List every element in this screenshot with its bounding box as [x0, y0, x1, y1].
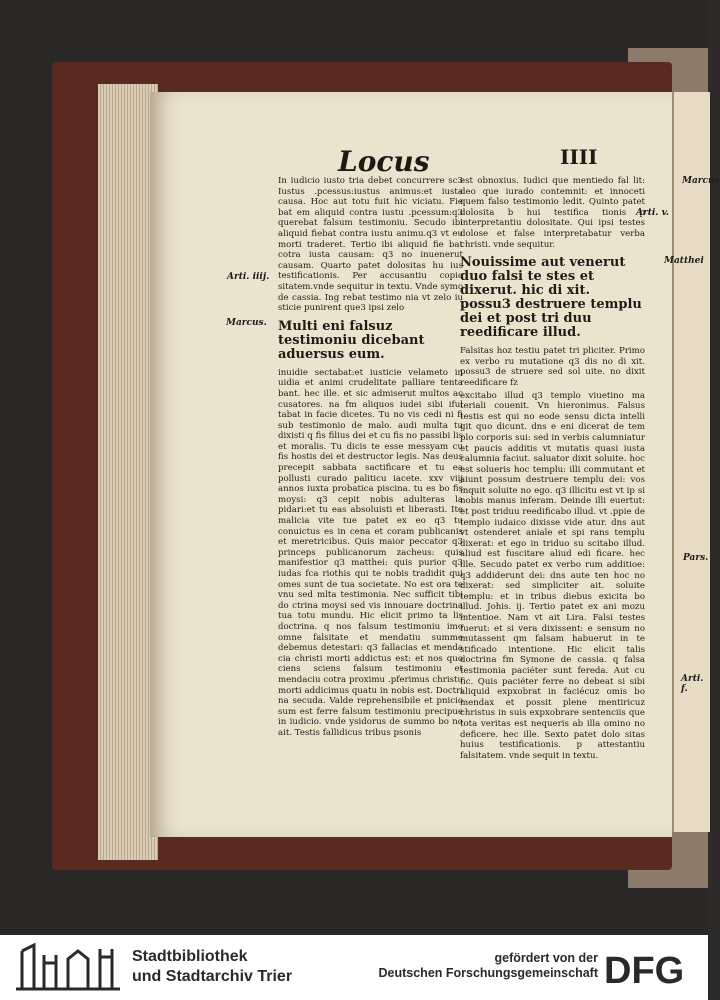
funding-note [360, 951, 598, 981]
margin-note-arti-iiij: Arti. iiij. [227, 272, 270, 282]
margin-note-matthei: Matthei [664, 256, 704, 266]
funding-note-line2: Deutschen Forschungsgemeinschaft [378, 966, 598, 980]
library-name [132, 947, 292, 987]
funding-note-line1: gefördert von der [494, 951, 598, 965]
text-paragraph: inuidie sectabat:et iusticie velameto in uidia et animi crudelitate palliare tenta bant. hec ille. et sic admiserut multos ac cusatores. na fm aliquos iudei sibi iful tabat in facie dicetes. Tu no vis cedi ni fi sub testimonio de malo. audi multa tu dixisti q fis filius dei et cu fis no passibi lis et moralis. Tu dicis te esse messyam cu fis hostis dei et destructor legis. Nas deus precepit sabbata sactificare et tu ea pollusti curado paliticu iacete. xxv viij annos iuxta probatica piscina. tu es bo fis moysi: q3 cepit nobis adulteras la pidari:et tu eas absoluisti et liberasti. Ite malicia vite tue patet ex eo q3 tu conuictus es in cena et coram publicanis et meretricibus. Quis maior peccator q3 princeps publicanorum zacheus: quis manifestior q3 matthei: quis purior q3 iudas fca riothis qui te nobis tradidit qui omes sunt de tua societate. No est ora te vnu sed mlta testimonia. Nec sufficit tibi do ctrina moysi sed vis innouare doctrina tua totu mundu. Hic elicit primo ta lis doctrina. q nos falsum testimoniu imo omne falsitate et mendatiu summe debemus detestari: q3 fallacias et menda cia christi morti addictus est: et nos quo ciens sciens falsum testimoniu et mendaciu cotra proximu .pferimus christu morti addicimus quatu in nobis est. Doctri na secuda. Valde reprehensibile et pnicio sum est ferre falsum testimoniu precipue in iudicio. vnde ysidorus de summo bo no ait. Testis fallidicus tribus psonis [278, 367, 463, 738]
dfg-logo-text: DFG [604, 950, 685, 992]
text-column-right [460, 176, 645, 763]
library-name-line2: und Stadtarchiv Trier [132, 968, 293, 985]
text-column-left [278, 176, 463, 741]
lemma-heading: Nouissime aut venerut duo falsi te stes et dixerut. hic di xit. possu3 destruere templu dei et post tri duu reedificare illud. [460, 255, 642, 341]
text-paragraph: est obnoxius. Iudici que mentiedo fal lit: deo que iurado contemnit: et innoceti quem falso testimonio ledit. Quinto patet dolosita b hui testifica tionis p interpretantiu dolositate. Qui ipsi testes dolose et false interpretabatur verba christi. vnde sequitur. [460, 176, 645, 250]
margin-note-pars: Pars. [683, 553, 709, 563]
library-name-line1: Stadtbibliothek [132, 948, 248, 965]
running-title: Locus [338, 145, 430, 178]
trier-library-logo [14, 941, 124, 993]
text-paragraph: Falsitas hoz testiu patet tri pliciter. Primo ex verbo ru mutatione q3 dis no di xit. possu3 de struere sed sol uite. no dixit reedificare fz [460, 346, 645, 388]
text-paragraph: In iudicio iusto tria debet concurrere sc3 Iustus .pcessus:iustus animus:et iusta causa. Hoc aut totu fuit hic viciatu. Fie bat em aliquid contra iustu .pcessum:q3 querebat falsum testimoniu. Secudo ibi aliquid fiebat contra iustu animu.q3 vt eu morti traderet. Tertio ibi aliquid fie bat cotra iusta causam: q3 no inuenerut causam. Quarto patet dolositas hu ius testificationis. Per accusantiu copio sitatem.vnde sequitur in textu. Vnde symo de cassia. Ing rebat testimo nia vt zelo iu sticie punirent que3 ipsi zelo [278, 176, 463, 314]
folio-numeral: IIII [560, 145, 598, 169]
facing-page-edge [672, 92, 710, 832]
footer-bar [0, 935, 708, 1000]
dfg-logo [604, 949, 700, 992]
page-stack-edges [98, 84, 158, 860]
margin-note-marcus: Marcus. [226, 318, 267, 328]
margin-note-marcus-right: Marcus [682, 176, 720, 186]
lemma-heading: Multi eni falsuz testimoniu dicebant aduersus eum. [278, 318, 425, 362]
text-paragraph: excitabo illud q3 templo viuetino ma teriali couenit. Vn hieronimus. Falsus testis est qui no eode sensu dicta intelli git quo dicunt. dns e eni dicerat de tem plo corporis sui: sed in verbis calumniatur et paucis additis vt mutatis quasi iusta calumnia faciut. saluator dixit soluite. hoc est solueris hoc templu: illi commutant et aiunt possum destruere templu dei: vos inquit soluite no ego. q3 illicitu est vt ip si nobis manus inferam. Deinde illi euertut: et post triduu reedificabo illud. vt .ppie de templo iudaico dixisse vide atur. dns aut vt ostenderet aniale et spi rans templu dixerat: et ego in triduo su scitabo illud. aliud est fuscitare aliud edi ficare. hec ille. Secudo patet ex verbo rum additioe: q3 addiderunt dei: dns aute ten hoc no dixerat: sed simpliciter ait. soluite templu: et in tribus diebus exicita bo illud. Johis. ij. Tertio patet ex ani mozu intentioe. Nam vt ait Lira. Falsi testes fuerut: et si vera dixissent: e sensum no mutassent qm falsam habuerut in te stificado intentione. Hic elicit talis doctrina fm Symone de cassia. q falsa testimonia paciéter sunt fereda. Aut cu fic. Quis paciéter ferre no debeat si sibi aliquid expxobrat in faciécuz omis bo mendax et possit plene mentiricuz christus in suis expxobrare sentenciis que tota veritas est nequeris ab illa omino no deficere. hec ille. Sexto patet dolo sitas huius testificationis. p attestantiu falsitatem. vnde sequit in textu. [460, 390, 645, 761]
margin-note-arti-v: Arti. v. [636, 208, 670, 218]
margin-note-arti-f: Arti. f. [681, 674, 704, 694]
